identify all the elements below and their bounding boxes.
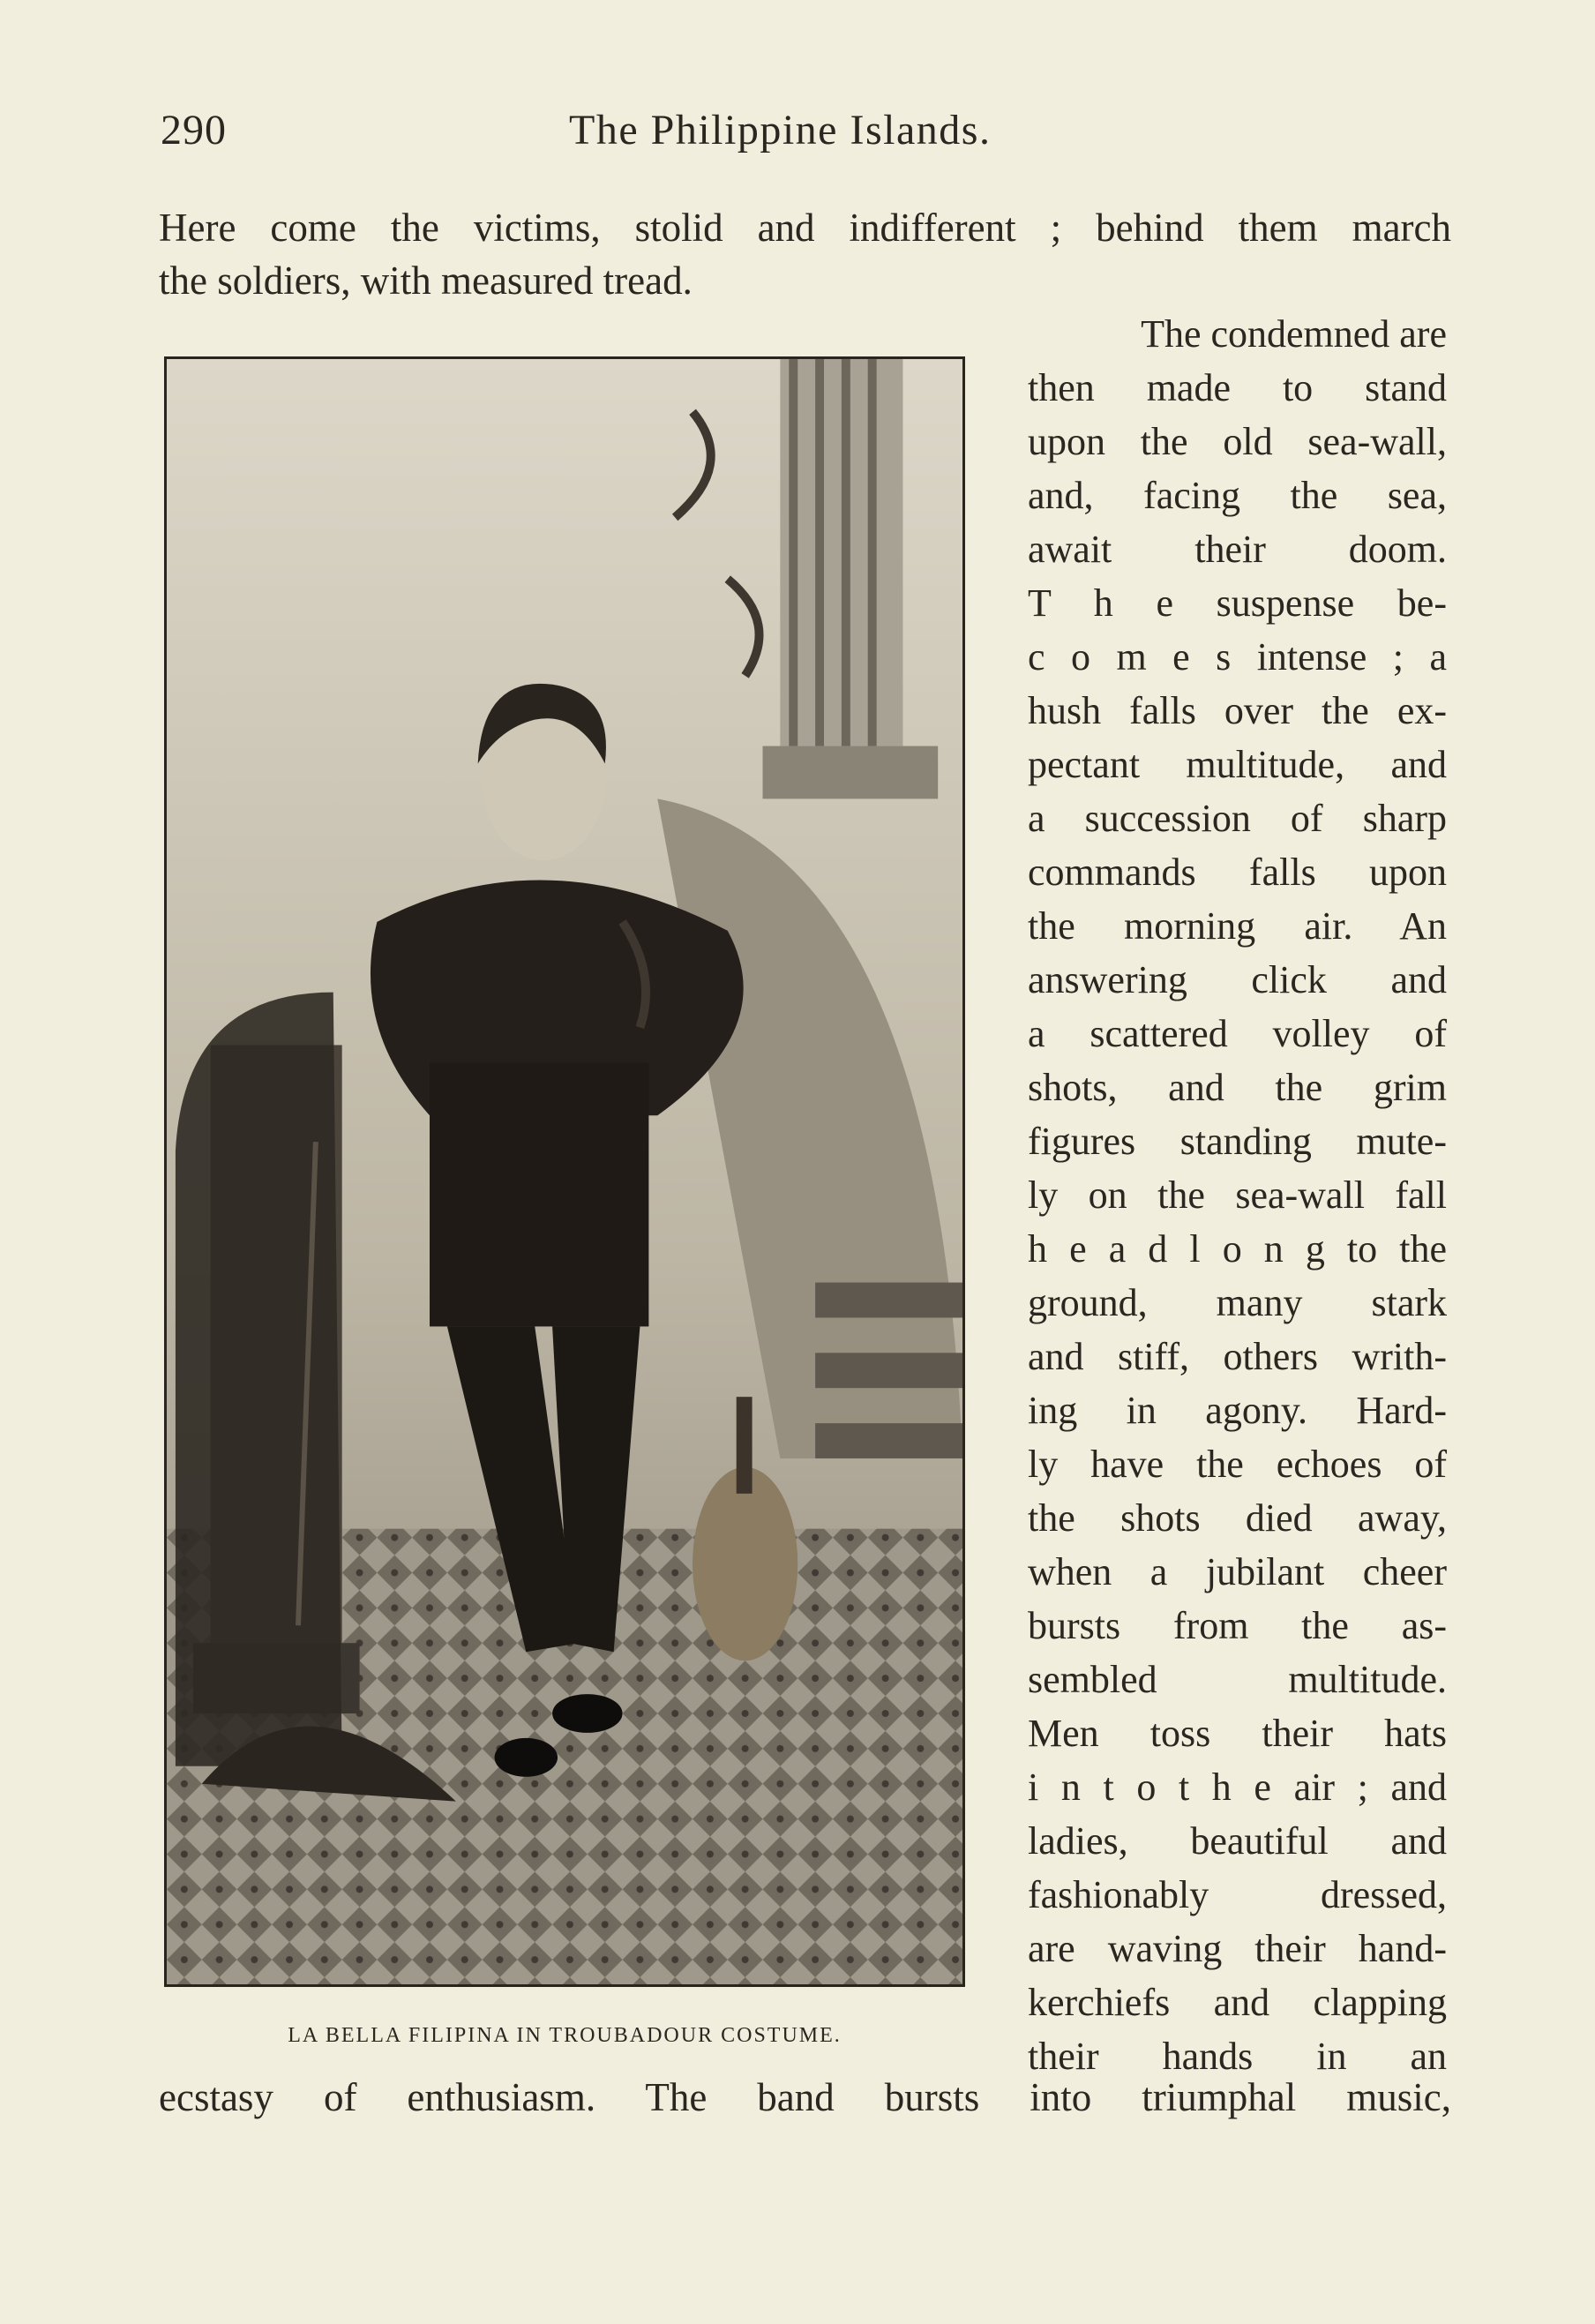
column-line: ly on the sea-wall fall <box>1028 1173 1447 1217</box>
column-line: when a jubilant cheer <box>1028 1550 1447 1593</box>
running-title: The Philippine Islands. <box>569 107 992 154</box>
column-line: upon the old sea-wall, <box>1028 420 1447 463</box>
column-line: The condemned are <box>1141 312 1447 356</box>
column-line: commands falls upon <box>1028 851 1447 894</box>
column-line: and, facing the sea, <box>1028 474 1447 517</box>
page-number: 290 <box>161 107 227 154</box>
body-last-line: ecstasy of enthusiasm. The band bursts into triumphal music, <box>159 2075 1451 2119</box>
column-line: are waving their hand- <box>1028 1927 1447 1970</box>
column-line: then made to stand <box>1028 366 1447 409</box>
wrapped-text-column <box>1028 307 1447 2083</box>
column-line: h e a d l o n g to the <box>1028 1227 1447 1271</box>
column-line: a succession of sharp <box>1028 797 1447 840</box>
body-line-2: the soldiers, with measured tread. <box>159 259 693 303</box>
column-line: the morning air. An <box>1028 904 1447 948</box>
column-line: figures standing mute- <box>1028 1120 1447 1163</box>
column-line: answering click and <box>1028 958 1447 1001</box>
column-line: await their doom. <box>1028 528 1447 571</box>
column-line: a scattered volley of <box>1028 1012 1447 1055</box>
column-line: Men toss their hats <box>1028 1712 1447 1755</box>
body-line-1: Here come the victims, stolid and indifferent ; behind them march <box>159 206 1451 250</box>
column-line: i n t o t h e air ; and <box>1028 1765 1447 1809</box>
column-line: fashionably dressed, <box>1028 1873 1447 1916</box>
column-line: pectant multitude, and <box>1028 743 1447 786</box>
photograph-figure <box>164 356 965 1987</box>
column-line: ladies, beautiful and <box>1028 1819 1447 1863</box>
figure-caption: LA BELLA FILIPINA IN TROUBADOUR COSTUME. <box>288 2024 842 2047</box>
column-line: sembled multitude. <box>1028 1658 1447 1701</box>
column-line: their hands in an <box>1028 2035 1447 2078</box>
column-line: c o m e s intense ; a <box>1028 635 1447 678</box>
column-line: kerchiefs and clapping <box>1028 1981 1447 2024</box>
column-line: ly have the echoes of <box>1028 1443 1447 1486</box>
column-line: shots, and the grim <box>1028 1066 1447 1109</box>
column-line: ground, many stark <box>1028 1281 1447 1324</box>
column-line: the shots died away, <box>1028 1496 1447 1540</box>
column-line: T h e suspense be- <box>1028 581 1447 625</box>
troubadour-photograph <box>167 359 962 1984</box>
column-line: ing in agony. Hard- <box>1028 1389 1447 1432</box>
column-line: hush falls over the ex- <box>1028 689 1447 732</box>
column-line: and stiff, others writh- <box>1028 1335 1447 1378</box>
column-line: bursts from the as- <box>1028 1604 1447 1647</box>
